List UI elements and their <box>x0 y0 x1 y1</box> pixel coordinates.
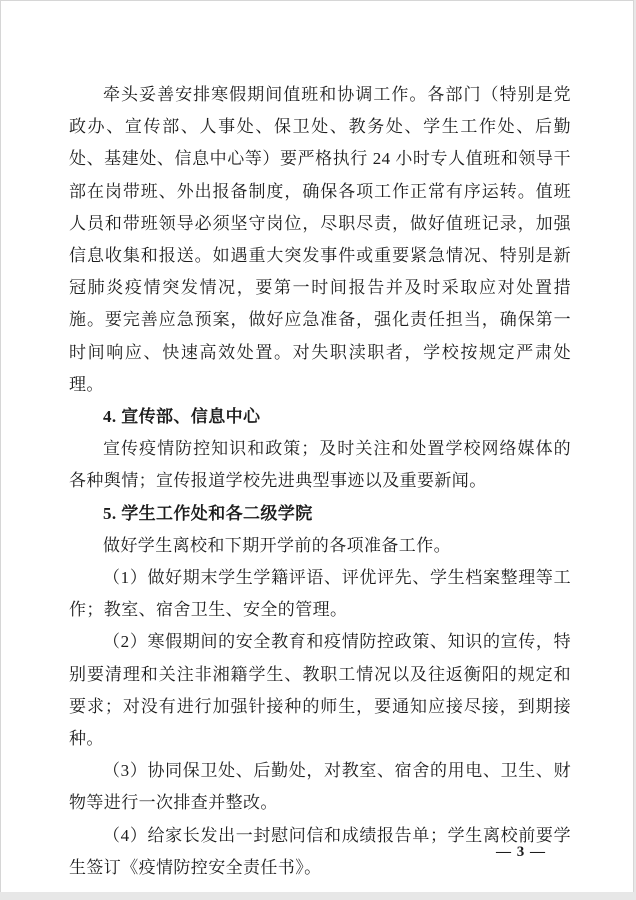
paragraph-duty-roster: 牵头妥善安排寒假期间值班和协调工作。各部门（特别是党政办、宣传部、人事处、保卫处、教务处、学生工作处、后勤处、基建处、信息中心等）要严格执行 24 小时专人值班和领导干部在岗带班、外出报备制度，确保各项工作正常有序运转。值班人员和带班领导必须坚守岗位，尽职尽责，做好值班记录，加强信息收集和报送。如遇重大突发事件或重要紧急情况、特别是新冠肺炎疫情突发情况，要第一时间报告并及时采取应对处置措施。要完善应急预案，做好应急准备，强化责任担当，确保第一时间响应、快速高效处置。对失职渎职者，学校按规定严肃处理。 <box>69 85 571 394</box>
paragraph-item-4: （4）给家长发出一封慰问信和成绩报告单；学生离校前要学生签订《疫情防控安全责任书》。 <box>69 825 571 877</box>
paragraph-item-2: （2）寒假期间的安全教育和疫情防控政策、知识的宣传，特别要清理和关注非湘籍学生、教职工情况以及往返衡阳的规定和要求；对没有进行加强针接种的师生，要通知应接尽接，到期接种。 <box>69 632 571 749</box>
page-number: — 3 — <box>496 844 546 860</box>
paragraph-item-3: （3）协同保卫处、后勤处，对教室、宿舍的用电、卫生、财物等进行一次排查并整改。 <box>69 761 571 813</box>
paragraph-student-prep: 做好学生离校和下期开学前的各项准备工作。 <box>103 535 451 555</box>
section-heading-5: 5. 学生工作处和各二级学院 <box>103 503 313 523</box>
document-body <box>69 79 571 884</box>
section-heading-4: 4. 宣传部、信息中心 <box>103 407 261 427</box>
paragraph-propaganda: 宣传疫情防控知识和政策；及时关注和处置学校网络媒体的各种舆情；宣传报道学校先进典型事迹以及重要新闻。 <box>69 439 571 491</box>
paragraph-item-1: （1）做好期末学生学籍评语、评优评先、学生档案整理等工作；教室、宿舍卫生、安全的管理。 <box>69 568 571 620</box>
